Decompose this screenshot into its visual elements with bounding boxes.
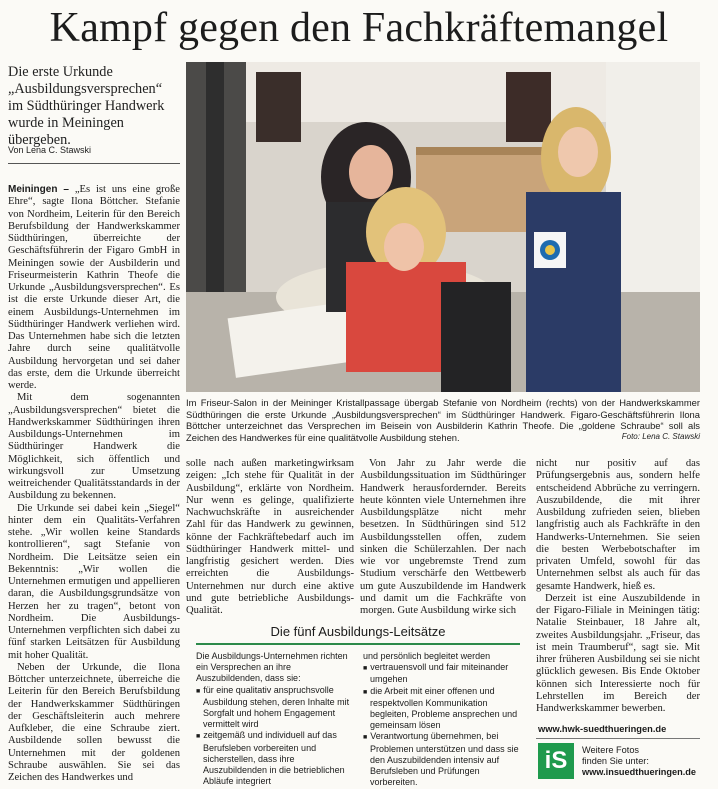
article-photo (186, 62, 700, 392)
dateline: Meiningen – (8, 184, 69, 195)
headline: Kampf gegen den Fachkräftemangel (49, 5, 669, 51)
more-photos-note (582, 745, 696, 778)
guideline-item: ■ vertrauensvoll und fair miteinander umgehen (363, 662, 523, 685)
guideline-item: ■ die Arbeit mit einer offenen und respektvollen Kommunikation begleiten, Probleme ansprechen und gemeinsam lösen (363, 686, 523, 732)
is-logo: iS (538, 743, 574, 779)
byline: Von Lena C. Stawski (8, 145, 92, 155)
more-photos-line: Weitere Fotos (582, 745, 640, 755)
guideline-item: ■ zeitgemäß und individuell auf das Berufsleben vorbereiten und sicherstellen, dass ihre Auszubildenden in die betrieblichen Abläufe integriert (196, 730, 354, 787)
paragraph (8, 184, 180, 392)
hwk-link[interactable]: www.hwk-suedthueringen.de (538, 724, 667, 734)
salon-photo-illustration (186, 62, 700, 392)
article-column-3 (360, 458, 526, 617)
photo-caption: Im Friseur-Salon in der Meininger Kristallpassage übergab Stefanie von Nordheim (rechts) von der Handwerkskammer Südthüringen die erste Urkunde „Ausbildungsversprechen“ im Südthüringer Handwerk. Figaro-Geschäftsführerin Ilona Böttcher unterzeichnet das Versprechen im Beisein von Ausbilderin Kathrin Theofe. Die „goldene Schraube“ soll als Zeichen des Handwerkes für eine qualitätvolle Ausbildung stehen. (186, 397, 700, 443)
paragraph-text: „Es ist uns eine große Ehre“, sagte Ilona Böttcher. Stefanie von Nordheim, Leiterin für den Bereich Berufsbildung der Handwerkskammer Südthüringen, überreichte der Geschäftsführerin der Figaro GmbH in Meiningen sowie der Ausbilderin und Friseurmeisterin Kathrin Theofe die Urkunde „Ausbildungsversprechen“. Es ist die erste Urkunde dieser Art, die einem Ausbildungs-Unternehmen im Südthüringer Handwerk verliehen wird. Das Unternehmen habe sich die letzten Jahre durch seine qualitätvolle Ausbildung hervorgetan und sei daher das erste, dem die Urkunde überreicht werde. (8, 184, 180, 391)
guidelines-title: Die fünf Ausbildungs-Leitsätze (270, 624, 446, 639)
paragraph: solle nach außen marketingwirksam zeigen: „Ich stehe für Qualität in der Ausbildung“, erklärte von Nordheim. Nur wenn es gelinge, qualifizierte Nachwuchskräfte in ausreichender Zahl für das Handwerk zu gewinnen, könne der Fachkräftebedarf auch im Südthüringer Handwerk mittel- und langfristig gesichert werden. Dies erreichten die Ausbildungs-Unternehmen nur durch eine aktive und gute betriebliche Ausbildungs-Qualität. (186, 458, 354, 616)
guidelines-column-left (196, 651, 354, 787)
divider (536, 738, 700, 739)
guideline-continuation: und persönlich begleitet werden (363, 651, 491, 661)
paragraph: Derzeit ist eine Auszubildende in der Figaro-Filiale in Meiningen tätig: Natalie Steinbauer, 18 Jahre alt, zweites Ausbildungsjahr. „Friseur, das ist mein Traumberuf“, sagt sie. Mit ihrer früheren Ausbildung sei sie nicht glücklich gewesen. Bis Ende Oktober können sich Interessierte noch für Lehrstellen im Bereich der Handwerkskammer bewerben. (536, 592, 700, 714)
article-column-4 (536, 458, 700, 715)
more-photos-line: finden Sie unter: (582, 756, 649, 766)
guideline-item: ■ für eine qualitativ anspruchsvolle Ausbildung stehen, deren Inhalte mit Sorgfalt und hohem Engagement vermittelt wird (196, 685, 354, 731)
paragraph: Mit dem sogenannten „Ausbildungsversprechen“ bietet die Handwerkskammer Südthüringen ihren Ausbildungs-Unternehmen im Südthüringer Handwerk die Möglichkeit, sich öffentlich und wirkungsvoll zur Umsetzung weitreichender Qualitätsstandards in der Ausbildung zu bekennen. (8, 392, 180, 502)
paragraph: Neben der Urkunde, die Ilona Böttcher unterzeichnete, überreiche die Leiterin für den Bereich Berufsbildung der Handwerkskammer Südthüringen der Geschäftsleiterin auch mehrere Aufkleber, die eine Schraube ziert. Ausbildende sollen bewusst die Unternehmen mit der goldenen Schraube auswählen. Sie sei das Zeichen des Handwerkes und (8, 661, 180, 783)
paragraph: Von Jahr zu Jahr werde die Ausbildungssituation im Südthüringer Handwerk herausfordernder. Bereits heute könnten viele Unternehmen ihre Ausbildungsplätze nicht mehr besetzen. In Südthüringen sind 512 Ausbildungsstellen offen, zudem sinken die Schülerzahlen. Der nach wie vor ungebremste Trend zum Studium verschärfe den Wettbewerb um gute Auszubildende im Handwerk und damit um die Fachkräfte von morgen. Gute Ausbildung wirke sich (360, 458, 526, 616)
divider (8, 163, 180, 164)
guidelines-column-right (363, 651, 523, 788)
photo-credit: Foto: Lena C. Stawski (621, 432, 700, 441)
paragraph: nicht nur positiv auf das Prüfungsergebnis aus, sondern helfe entscheidend Abbrüche zu verringern. Auszubildende, die mit ihrer Ausbildung zufrieden seien, blieben langfristig auch als Fachkräfte in den Handwerks-Unternehmen. Sie seien die besten Werbebotschafter im privaten Umfeld, sowohl für das Unternehmen selbst als auch für das gesamte Handwerk, hieß es. (536, 458, 700, 592)
insuedthueringen-link[interactable]: www.insuedthueringen.de (582, 767, 696, 777)
article-column-1 (8, 184, 180, 784)
guidelines-rule (196, 643, 520, 645)
article-column-2 (186, 458, 354, 617)
paragraph: Die Urkunde sei dabei kein „Siegel“ hinter dem ein Qualitäts-Verfahren stehe. „Wir wollen keine Standards kontrollieren“, sagt Stefanie von Nordheim. Die Leitsätze seien ein Bekenntnis: „Wir wollen die Unternehmen ermutigen und appellieren daran, die Ausbildungsgrundsätze von Herzen her zu tragen“, betont von Nordheim. Die Ausbildungs-Unternehmen verpflichten sich dabei zu fünf starken Leitsätzen für Ausbildung mit hoher Qualität. (8, 502, 180, 661)
guideline-item: ■ Verantwortung übernehmen, bei Problemen unterstützen und dass sie den Auszubildenden intensiv auf Berufsleben und Prüfungen vorbereiten. (363, 731, 523, 788)
teaser: Die erste Urkunde „Ausbildungsversprechen“ im Südthüringer Handwerk wurde in Meiningen übergeben. (8, 64, 165, 148)
guidelines-intro: Die Ausbildungs-Unternehmen richten ein Versprechen an ihre Auszubildenden, dass sie: (196, 651, 348, 684)
